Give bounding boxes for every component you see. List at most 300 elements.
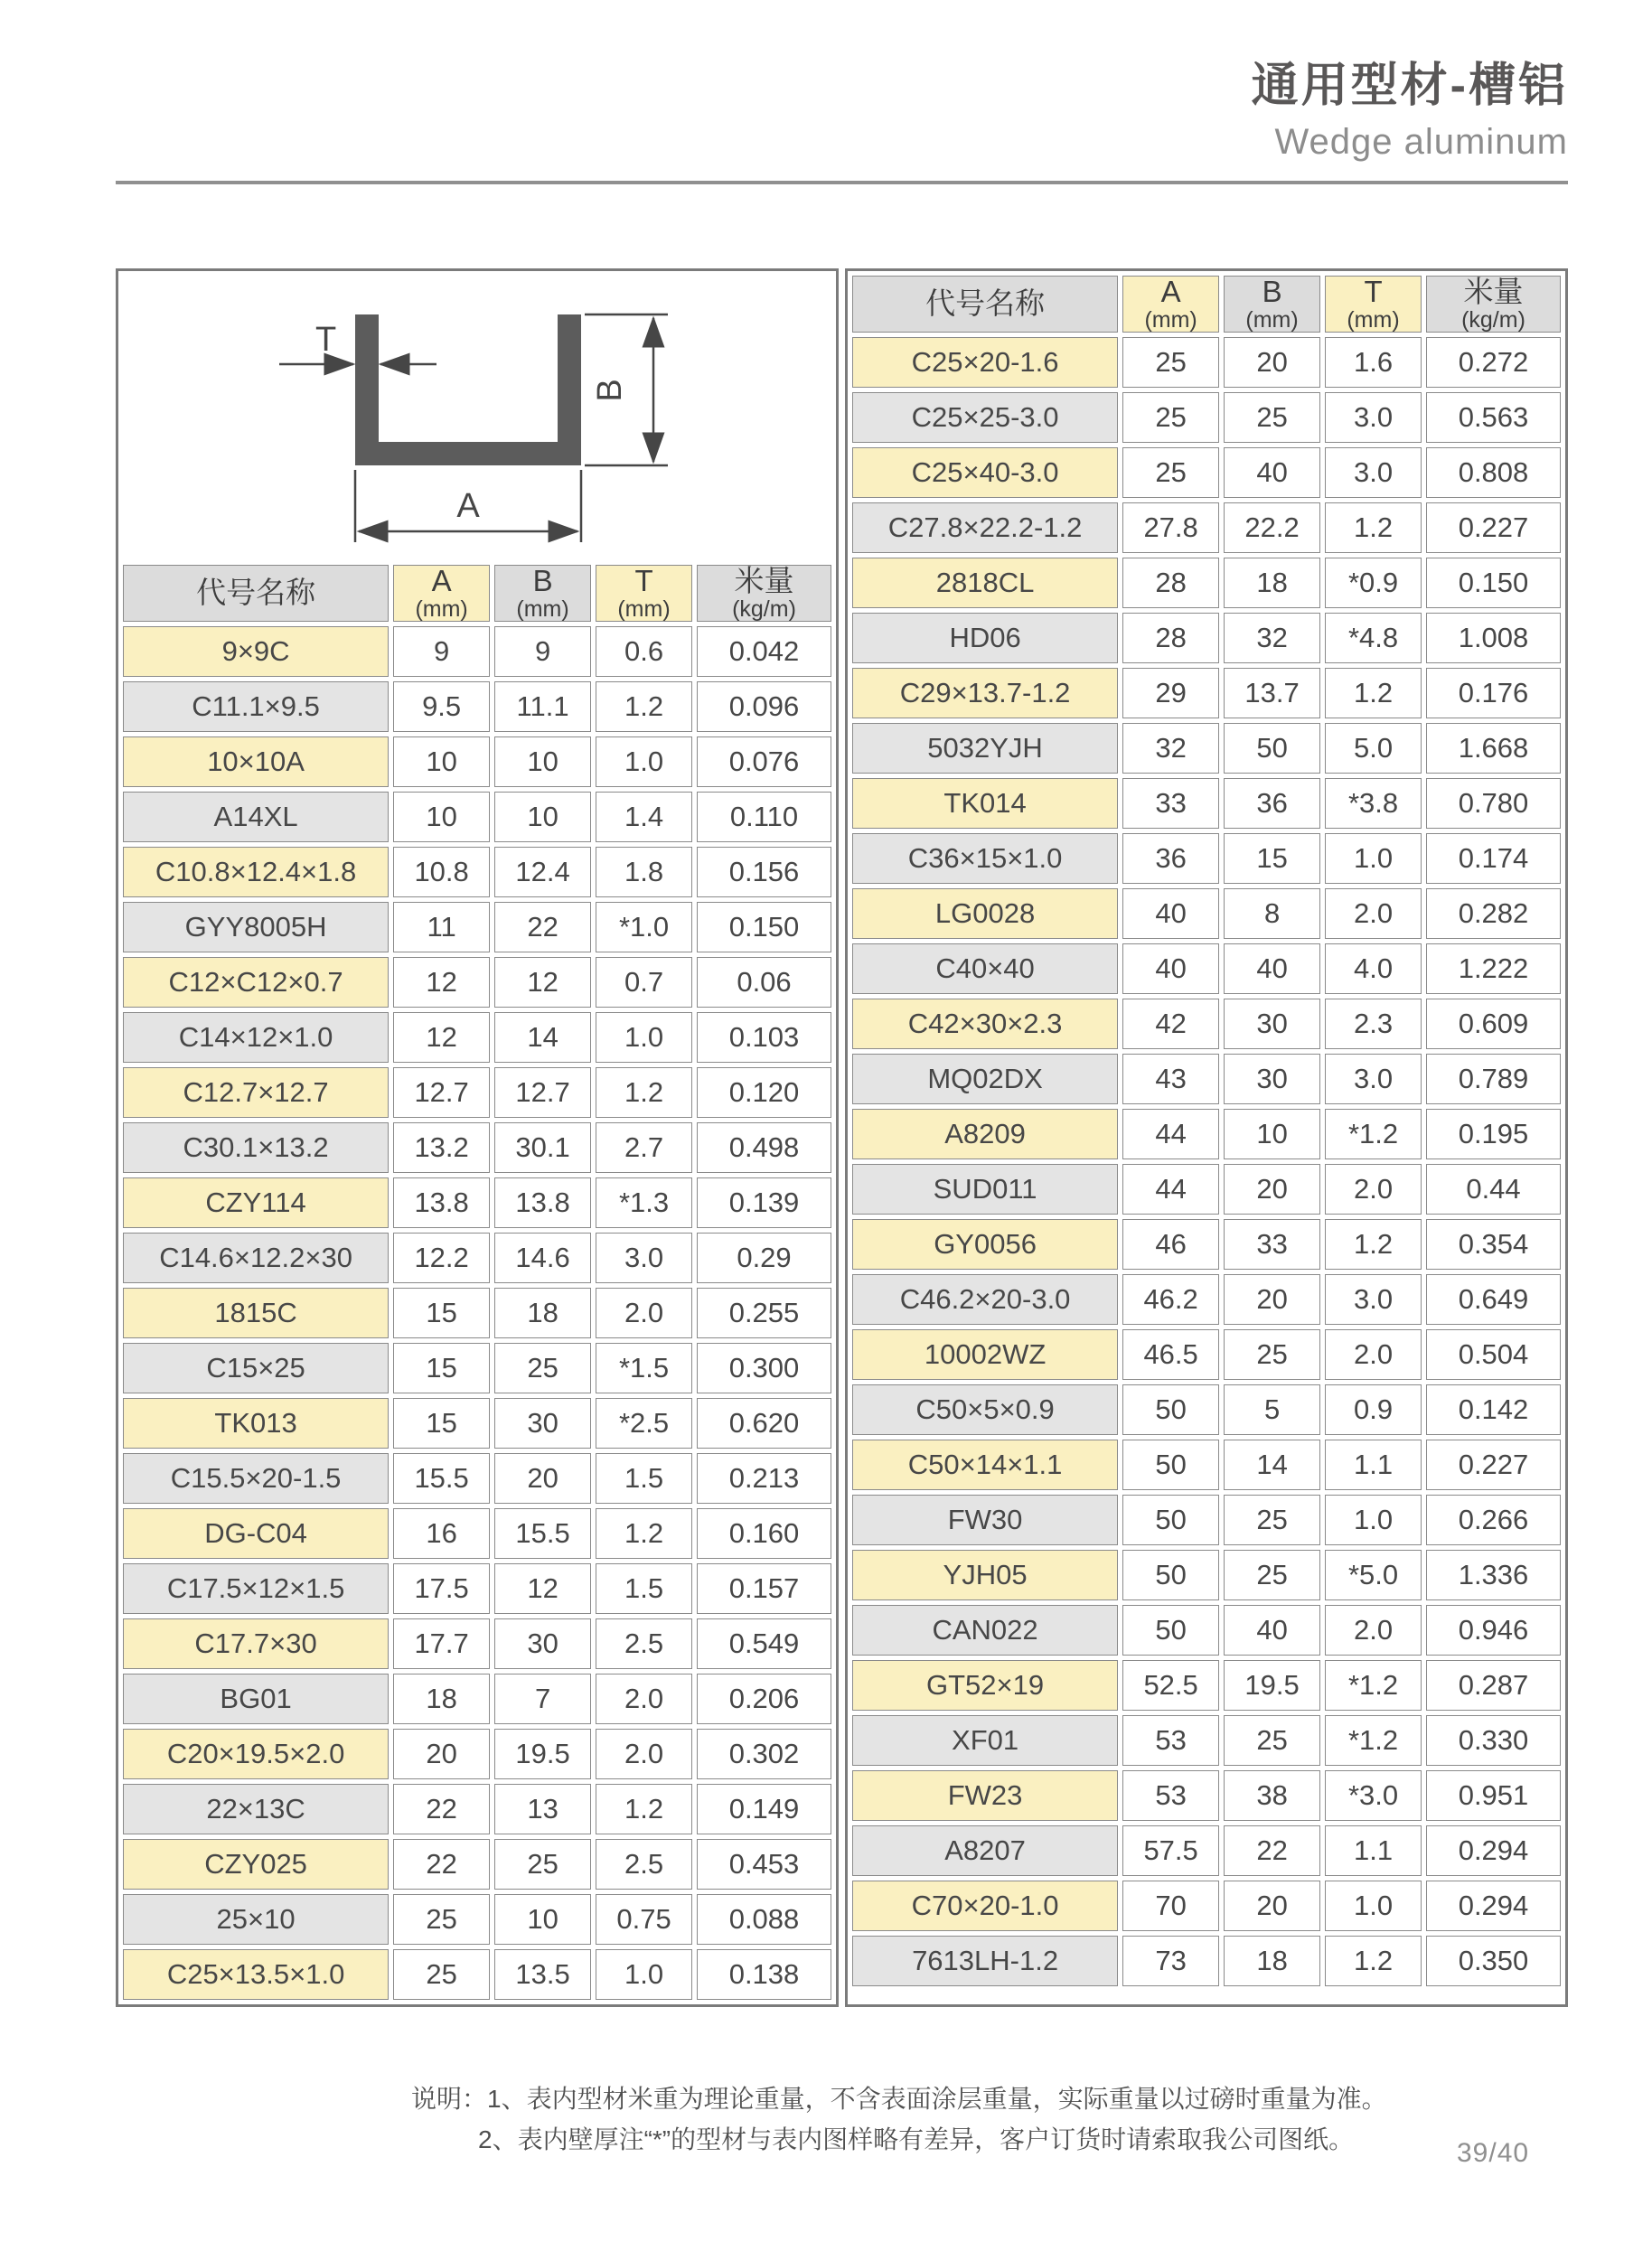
t-value-cell: 1.2 — [1325, 668, 1422, 718]
profile-code-cell: A8207 — [852, 1825, 1118, 1876]
profile-code-cell: C15.5×20-1.5 — [123, 1453, 389, 1504]
weight-value-cell: 0.176 — [1426, 668, 1561, 718]
profile-code-cell: C12×C12×0.7 — [123, 957, 389, 1008]
a-value-cell: 25 — [1122, 447, 1219, 498]
t-value-cell: *1.2 — [1325, 1109, 1422, 1159]
spec-row — [123, 1508, 831, 1559]
profile-code-cell: C17.7×30 — [123, 1618, 389, 1669]
a-value-cell: 11 — [393, 902, 490, 952]
right-spec-table — [848, 271, 1565, 1991]
a-value-cell: 33 — [1122, 778, 1219, 829]
spec-row — [123, 1453, 831, 1504]
t-value-cell: 1.0 — [596, 1012, 692, 1063]
t-value-cell: 1.4 — [596, 792, 692, 842]
t-value-cell: 3.0 — [1325, 447, 1422, 498]
profile-code-cell: C42×30×2.3 — [852, 999, 1118, 1049]
b-value-cell: 22.2 — [1224, 502, 1320, 553]
column-header-name: 代号名称 — [852, 276, 1118, 333]
t-value-cell: 0.6 — [596, 626, 692, 677]
weight-value-cell: 0.139 — [697, 1177, 831, 1228]
b-value-cell: 40 — [1224, 943, 1320, 994]
profile-code-cell: TK014 — [852, 778, 1118, 829]
page-subtitle: Wedge aluminum — [1274, 122, 1568, 162]
profile-code-cell: HD06 — [852, 613, 1118, 663]
t-value-cell: 1.0 — [1325, 833, 1422, 884]
t-value-cell: 2.0 — [596, 1729, 692, 1779]
t-value-cell: 1.0 — [596, 1949, 692, 2000]
a-value-cell: 15 — [393, 1288, 490, 1338]
t-value-cell: 1.5 — [596, 1453, 692, 1504]
spec-row — [852, 392, 1561, 443]
channel-profile-shape — [355, 314, 581, 465]
weight-value-cell: 1.668 — [1426, 723, 1561, 774]
b-value-cell: 5 — [1224, 1384, 1320, 1435]
profile-code-cell: A8209 — [852, 1109, 1118, 1159]
t-value-cell: 2.3 — [1325, 999, 1422, 1049]
a-value-cell: 25 — [1122, 392, 1219, 443]
a-value-cell: 52.5 — [1122, 1660, 1219, 1711]
weight-value-cell: 0.350 — [1426, 1936, 1561, 1986]
column-header-b: B (mm) — [494, 565, 591, 622]
column-header-t: T (mm) — [1325, 276, 1422, 333]
spec-row — [852, 1440, 1561, 1490]
weight-value-cell: 0.206 — [697, 1674, 831, 1724]
a-value-cell: 57.5 — [1122, 1825, 1219, 1876]
right-table-body — [852, 337, 1561, 1986]
weight-value-cell: 0.44 — [1426, 1164, 1561, 1215]
a-value-cell: 17.7 — [393, 1618, 490, 1669]
column-header-weight: 米量 (kg/m) — [1426, 276, 1561, 333]
spec-row — [852, 337, 1561, 388]
profile-code-cell: YJH05 — [852, 1550, 1118, 1600]
a-value-cell: 25 — [393, 1949, 490, 2000]
header-divider — [116, 181, 1568, 184]
dim-label-a: A — [456, 487, 480, 525]
profile-code-cell: GT52×19 — [852, 1660, 1118, 1711]
page-title: 通用型材-槽铝 — [1251, 60, 1568, 112]
a-value-cell: 36 — [1122, 833, 1219, 884]
profile-code-cell: GYY8005H — [123, 902, 389, 952]
footnote-line-2: 2、表内壁厚注“*”的型材与表内图样略有差异，客户订货时请索取我公司图纸。 — [478, 2125, 1355, 2153]
weight-value-cell: 0.088 — [697, 1894, 831, 1945]
weight-value-cell: 0.620 — [697, 1398, 831, 1449]
profile-code-cell: C14.6×12.2×30 — [123, 1233, 389, 1283]
a-value-cell: 28 — [1122, 613, 1219, 663]
t-value-cell: 1.2 — [596, 681, 692, 732]
profile-code-cell: C27.8×22.2-1.2 — [852, 502, 1118, 553]
weight-value-cell: 0.110 — [697, 792, 831, 842]
t-value-cell: 1.2 — [596, 1067, 692, 1118]
b-value-cell: 30 — [494, 1398, 591, 1449]
weight-value-cell: 0.266 — [1426, 1495, 1561, 1545]
spec-row — [852, 558, 1561, 608]
b-value-cell: 40 — [1224, 1605, 1320, 1656]
spec-row — [123, 1839, 831, 1890]
b-value-cell: 33 — [1224, 1219, 1320, 1270]
spec-row — [123, 1233, 831, 1283]
profile-code-cell: C40×40 — [852, 943, 1118, 994]
weight-value-cell: 0.951 — [1426, 1770, 1561, 1821]
profile-code-cell: C25×20-1.6 — [852, 337, 1118, 388]
profile-code-cell: C12.7×12.7 — [123, 1067, 389, 1118]
weight-value-cell: 0.195 — [1426, 1109, 1561, 1159]
b-value-cell: 18 — [1224, 558, 1320, 608]
a-value-cell: 40 — [1122, 943, 1219, 994]
b-value-cell: 22 — [494, 902, 591, 952]
weight-value-cell: 0.302 — [697, 1729, 831, 1779]
spec-row — [852, 1825, 1561, 1876]
spec-row — [123, 681, 831, 732]
t-value-cell: 0.7 — [596, 957, 692, 1008]
b-value-cell: 12 — [494, 957, 591, 1008]
column-header-t: T (mm) — [596, 565, 692, 622]
b-value-cell: 13.5 — [494, 1949, 591, 2000]
spec-row — [123, 792, 831, 842]
weight-value-cell: 0.142 — [1426, 1384, 1561, 1435]
weight-value-cell: 0.549 — [697, 1618, 831, 1669]
b-value-cell: 25 — [494, 1839, 591, 1890]
b-value-cell: 15.5 — [494, 1508, 591, 1559]
t-value-cell: *1.2 — [1325, 1715, 1422, 1766]
t-value-cell: 0.9 — [1325, 1384, 1422, 1435]
profile-code-cell: C25×13.5×1.0 — [123, 1949, 389, 2000]
t-value-cell: 3.0 — [1325, 1274, 1422, 1325]
weight-value-cell: 0.300 — [697, 1343, 831, 1393]
spec-row — [123, 1288, 831, 1338]
t-value-cell: *0.9 — [1325, 558, 1422, 608]
a-value-cell: 15.5 — [393, 1453, 490, 1504]
a-value-cell: 12 — [393, 1012, 490, 1063]
profile-code-cell: GY0056 — [852, 1219, 1118, 1270]
weight-value-cell: 0.563 — [1426, 392, 1561, 443]
a-value-cell: 44 — [1122, 1164, 1219, 1215]
spec-row — [123, 1177, 831, 1228]
b-value-cell: 14.6 — [494, 1233, 591, 1283]
weight-value-cell: 0.453 — [697, 1839, 831, 1890]
a-value-cell: 50 — [1122, 1384, 1219, 1435]
column-header-weight: 米量 (kg/m) — [697, 565, 831, 622]
weight-value-cell: 0.649 — [1426, 1274, 1561, 1325]
t-value-cell: 0.75 — [596, 1894, 692, 1945]
b-value-cell: 22 — [1224, 1825, 1320, 1876]
profile-code-cell: CZY114 — [123, 1177, 389, 1228]
b-value-cell: 15 — [1224, 833, 1320, 884]
spec-row — [852, 1881, 1561, 1931]
weight-value-cell: 0.120 — [697, 1067, 831, 1118]
t-value-cell: 2.0 — [596, 1288, 692, 1338]
page-number: 39/40 — [1457, 2138, 1530, 2168]
b-value-cell: 12.7 — [494, 1067, 591, 1118]
a-value-cell: 22 — [393, 1839, 490, 1890]
spec-row — [123, 1618, 831, 1669]
spec-row — [852, 1219, 1561, 1270]
a-value-cell: 13.2 — [393, 1122, 490, 1173]
weight-value-cell: 0.156 — [697, 847, 831, 897]
b-value-cell: 25 — [1224, 1495, 1320, 1545]
a-value-cell: 12.2 — [393, 1233, 490, 1283]
t-value-cell: 2.0 — [1325, 1329, 1422, 1380]
weight-value-cell: 0.227 — [1426, 1440, 1561, 1490]
spec-row — [852, 1605, 1561, 1656]
a-value-cell: 73 — [1122, 1936, 1219, 1986]
t-value-cell: 5.0 — [1325, 723, 1422, 774]
profile-code-cell: 9×9C — [123, 626, 389, 677]
profile-code-cell: FW23 — [852, 1770, 1118, 1821]
profile-code-cell: 7613LH-1.2 — [852, 1936, 1118, 1986]
weight-value-cell: 0.294 — [1426, 1825, 1561, 1876]
u-channel-drawing — [118, 271, 836, 560]
a-value-cell: 44 — [1122, 1109, 1219, 1159]
profile-code-cell: C36×15×1.0 — [852, 833, 1118, 884]
a-value-cell: 46 — [1122, 1219, 1219, 1270]
column-header-name: 代号名称 — [123, 565, 389, 622]
weight-value-cell: 0.227 — [1426, 502, 1561, 553]
b-value-cell: 25 — [1224, 1550, 1320, 1600]
left-table-header-row — [123, 565, 831, 622]
t-value-cell: *1.5 — [596, 1343, 692, 1393]
spec-row — [123, 1949, 831, 2000]
spec-row — [123, 1122, 831, 1173]
t-value-cell: *5.0 — [1325, 1550, 1422, 1600]
a-value-cell: 53 — [1122, 1715, 1219, 1766]
weight-value-cell: 0.042 — [697, 626, 831, 677]
b-value-cell: 40 — [1224, 447, 1320, 498]
column-header-a: A (mm) — [393, 565, 490, 622]
spec-row — [123, 1398, 831, 1449]
t-value-cell: 3.0 — [596, 1233, 692, 1283]
weight-value-cell: 0.213 — [697, 1453, 831, 1504]
weight-value-cell: 0.157 — [697, 1563, 831, 1614]
a-value-cell: 18 — [393, 1674, 490, 1724]
spec-row — [852, 1770, 1561, 1821]
spec-row — [123, 1729, 831, 1779]
a-value-cell: 53 — [1122, 1770, 1219, 1821]
b-value-cell: 18 — [1224, 1936, 1320, 1986]
t-value-cell: 1.2 — [1325, 502, 1422, 553]
a-value-cell: 10 — [393, 736, 490, 787]
t-value-cell: 1.0 — [1325, 1495, 1422, 1545]
weight-value-cell: 0.780 — [1426, 778, 1561, 829]
weight-value-cell: 0.789 — [1426, 1054, 1561, 1104]
weight-value-cell: 0.498 — [697, 1122, 831, 1173]
profile-code-cell: MQ02DX — [852, 1054, 1118, 1104]
spec-row — [852, 668, 1561, 718]
b-value-cell: 25 — [1224, 392, 1320, 443]
a-value-cell: 25 — [1122, 337, 1219, 388]
a-value-cell: 9 — [393, 626, 490, 677]
spec-row — [852, 1384, 1561, 1435]
profile-code-cell: 1815C — [123, 1288, 389, 1338]
a-value-cell: 15 — [393, 1343, 490, 1393]
b-value-cell: 32 — [1224, 613, 1320, 663]
table-area — [116, 268, 1568, 2007]
t-value-cell: 1.5 — [596, 1563, 692, 1614]
profile-code-cell: CZY025 — [123, 1839, 389, 1890]
a-value-cell: 32 — [1122, 723, 1219, 774]
spec-row — [852, 833, 1561, 884]
t-value-cell: *3.8 — [1325, 778, 1422, 829]
t-value-cell: 4.0 — [1325, 943, 1422, 994]
t-value-cell: 2.7 — [596, 1122, 692, 1173]
spec-row — [123, 847, 831, 897]
weight-value-cell: 0.272 — [1426, 337, 1561, 388]
profile-code-cell: DG-C04 — [123, 1508, 389, 1559]
spec-row — [123, 1012, 831, 1063]
profile-code-cell: BG01 — [123, 1674, 389, 1724]
spec-row — [123, 902, 831, 952]
weight-value-cell: 0.282 — [1426, 888, 1561, 939]
weight-value-cell: 0.354 — [1426, 1219, 1561, 1270]
a-value-cell: 9.5 — [393, 681, 490, 732]
b-value-cell: 10 — [494, 736, 591, 787]
b-value-cell: 12 — [494, 1563, 591, 1614]
t-value-cell: 2.5 — [596, 1618, 692, 1669]
b-value-cell: 7 — [494, 1674, 591, 1724]
a-value-cell: 50 — [1122, 1550, 1219, 1600]
a-value-cell: 46.2 — [1122, 1274, 1219, 1325]
profile-code-cell: XF01 — [852, 1715, 1118, 1766]
t-value-cell: 1.2 — [596, 1508, 692, 1559]
spec-row — [852, 1495, 1561, 1545]
a-value-cell: 15 — [393, 1398, 490, 1449]
a-value-cell: 46.5 — [1122, 1329, 1219, 1380]
profile-code-cell: 2818CL — [852, 558, 1118, 608]
b-value-cell: 12.4 — [494, 847, 591, 897]
a-value-cell: 10.8 — [393, 847, 490, 897]
profile-code-cell: C11.1×9.5 — [123, 681, 389, 732]
b-value-cell: 25 — [1224, 1329, 1320, 1380]
t-value-cell: 1.0 — [1325, 1881, 1422, 1931]
t-value-cell: 1.0 — [596, 736, 692, 787]
profile-code-cell: A14XL — [123, 792, 389, 842]
spec-row — [852, 1164, 1561, 1215]
spec-row — [852, 723, 1561, 774]
t-value-cell: 2.0 — [1325, 1605, 1422, 1656]
b-value-cell: 36 — [1224, 778, 1320, 829]
profile-code-cell: C14×12×1.0 — [123, 1012, 389, 1063]
profile-code-cell: C20×19.5×2.0 — [123, 1729, 389, 1779]
a-value-cell: 50 — [1122, 1605, 1219, 1656]
b-value-cell: 20 — [1224, 1881, 1320, 1931]
profile-code-cell: 25×10 — [123, 1894, 389, 1945]
weight-value-cell: 0.150 — [697, 902, 831, 952]
profile-code-cell: CAN022 — [852, 1605, 1118, 1656]
column-header-b: B (mm) — [1224, 276, 1320, 333]
weight-value-cell: 0.160 — [697, 1508, 831, 1559]
spec-row — [123, 736, 831, 787]
a-value-cell: 13.8 — [393, 1177, 490, 1228]
spec-row — [852, 888, 1561, 939]
profile-code-cell: C70×20-1.0 — [852, 1881, 1118, 1931]
b-value-cell: 20 — [1224, 1164, 1320, 1215]
b-value-cell: 30 — [1224, 999, 1320, 1049]
profile-code-cell: FW30 — [852, 1495, 1118, 1545]
a-value-cell: 17.5 — [393, 1563, 490, 1614]
profile-code-cell: 10002WZ — [852, 1329, 1118, 1380]
weight-value-cell: 0.103 — [697, 1012, 831, 1063]
weight-value-cell: 1.222 — [1426, 943, 1561, 994]
weight-value-cell: 0.174 — [1426, 833, 1561, 884]
footnotes — [411, 2078, 1387, 2160]
left-table-body — [123, 626, 831, 2000]
spec-row — [852, 1660, 1561, 1711]
t-value-cell: *1.3 — [596, 1177, 692, 1228]
b-value-cell: 50 — [1224, 723, 1320, 774]
b-value-cell: 13.7 — [1224, 668, 1320, 718]
t-value-cell: 1.2 — [596, 1784, 692, 1834]
profile-code-cell: C17.5×12×1.5 — [123, 1563, 389, 1614]
t-value-cell: *4.8 — [1325, 613, 1422, 663]
a-value-cell: 12 — [393, 957, 490, 1008]
b-value-cell: 25 — [1224, 1715, 1320, 1766]
a-value-cell: 29 — [1122, 668, 1219, 718]
profile-code-cell: TK013 — [123, 1398, 389, 1449]
spec-row — [123, 1784, 831, 1834]
weight-value-cell: 0.609 — [1426, 999, 1561, 1049]
spec-row — [852, 1715, 1561, 1766]
spec-row — [852, 613, 1561, 663]
profile-code-cell: 22×13C — [123, 1784, 389, 1834]
b-value-cell: 13 — [494, 1784, 591, 1834]
a-value-cell: 43 — [1122, 1054, 1219, 1104]
weight-value-cell: 0.29 — [697, 1233, 831, 1283]
t-value-cell: 3.0 — [1325, 392, 1422, 443]
b-value-cell: 20 — [494, 1453, 591, 1504]
a-value-cell: 27.8 — [1122, 502, 1219, 553]
t-value-cell: 2.5 — [596, 1839, 692, 1890]
b-value-cell: 38 — [1224, 1770, 1320, 1821]
spec-row — [123, 1067, 831, 1118]
dim-label-b: B — [591, 379, 629, 402]
t-value-cell: *1.0 — [596, 902, 692, 952]
b-value-cell: 13.8 — [494, 1177, 591, 1228]
b-value-cell: 11.1 — [494, 681, 591, 732]
a-value-cell: 40 — [1122, 888, 1219, 939]
b-value-cell: 18 — [494, 1288, 591, 1338]
spec-row — [123, 957, 831, 1008]
profile-code-cell: C25×25-3.0 — [852, 392, 1118, 443]
spec-row — [123, 1563, 831, 1614]
spec-row — [852, 447, 1561, 498]
t-value-cell: *1.2 — [1325, 1660, 1422, 1711]
a-value-cell: 12.7 — [393, 1067, 490, 1118]
spec-row — [852, 943, 1561, 994]
b-value-cell: 14 — [494, 1012, 591, 1063]
weight-value-cell: 0.330 — [1426, 1715, 1561, 1766]
right-panel — [845, 268, 1568, 2007]
b-value-cell: 19.5 — [1224, 1660, 1320, 1711]
b-value-cell: 30 — [494, 1618, 591, 1669]
spec-row — [852, 778, 1561, 829]
b-value-cell: 14 — [1224, 1440, 1320, 1490]
profile-code-cell: C15×25 — [123, 1343, 389, 1393]
b-value-cell: 20 — [1224, 1274, 1320, 1325]
spec-row — [852, 999, 1561, 1049]
t-value-cell: 2.0 — [1325, 1164, 1422, 1215]
profile-code-cell: C50×14×1.1 — [852, 1440, 1118, 1490]
spec-row — [852, 1274, 1561, 1325]
spec-row — [852, 502, 1561, 553]
profile-code-cell: 5032YJH — [852, 723, 1118, 774]
b-value-cell: 20 — [1224, 337, 1320, 388]
weight-value-cell: 0.287 — [1426, 1660, 1561, 1711]
t-value-cell: 2.0 — [1325, 888, 1422, 939]
weight-value-cell: 0.504 — [1426, 1329, 1561, 1380]
spec-row — [852, 1054, 1561, 1104]
t-value-cell: 3.0 — [1325, 1054, 1422, 1104]
b-value-cell: 10 — [494, 792, 591, 842]
dim-label-t: T — [315, 321, 337, 359]
